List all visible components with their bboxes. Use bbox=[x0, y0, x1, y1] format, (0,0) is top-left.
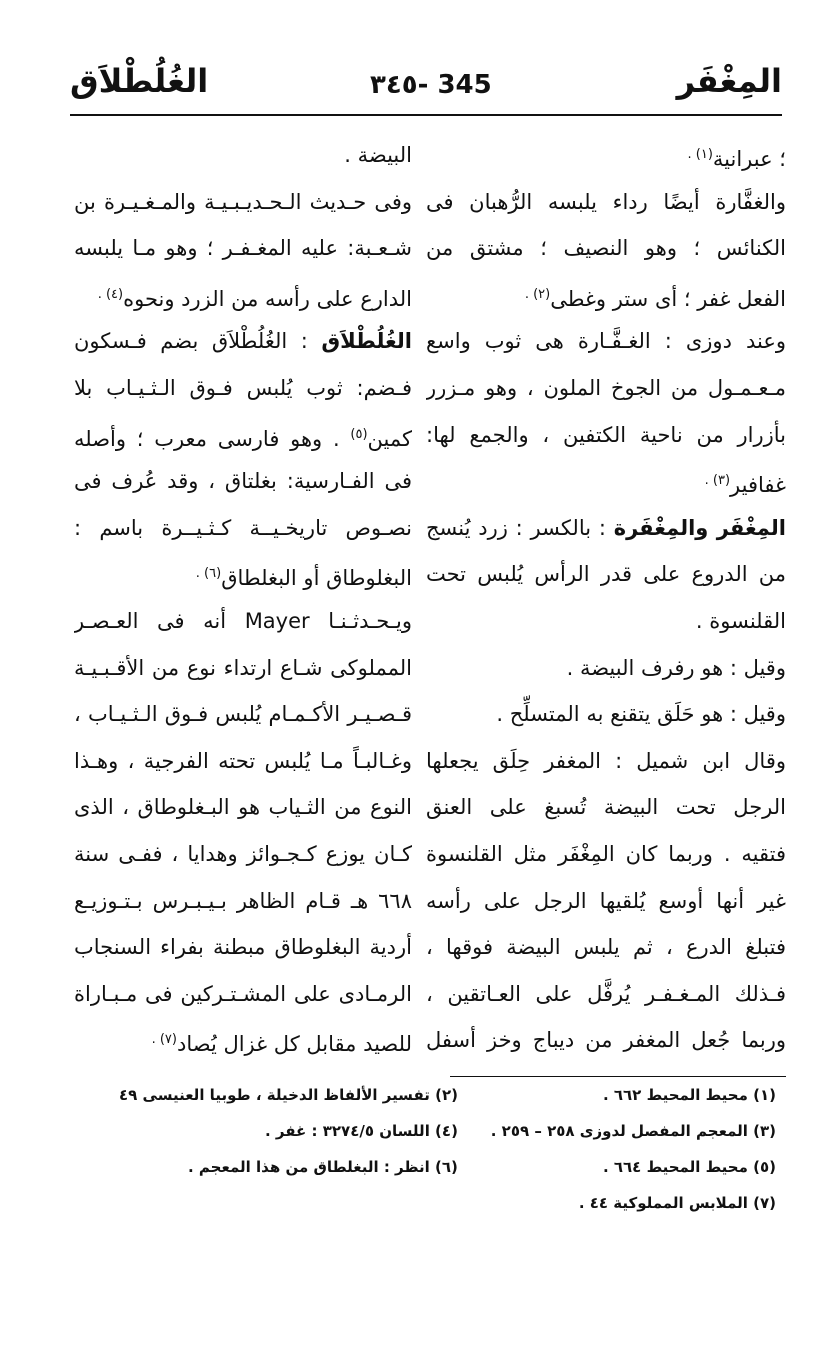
text-line: فى الفـارسية: بغلتاق ، وقد عُرف فى bbox=[74, 469, 412, 494]
header-rule bbox=[70, 114, 782, 116]
left-column bbox=[74, 132, 412, 1064]
entry-headword-line: المِغْفَر والمِغْفَرة : بالكسر : زرد يُنسج bbox=[426, 515, 786, 540]
footnote-2: (٢) تفسير الألفاظ الدخيلة ، طوبيا العنيسى ٤٩ bbox=[119, 1086, 458, 1104]
footnote-7: (٧) الملابس المملوكية ٤٤ . bbox=[578, 1194, 776, 1212]
text-line: غفافير$^{(٣) .}$ bbox=[704, 473, 786, 498]
text-line: ٦٦٨ هـ قـام الظاهر بـيـبـرس بـتـوزيـع bbox=[74, 888, 412, 913]
header-entry-word-left: الغُلُطْلاَق bbox=[70, 62, 209, 100]
text-line: كـان يوزع كـجـوائز وهدايا ، ففـى سنة bbox=[74, 841, 412, 866]
text-line: الفعل غفر ؛ أى ستر وغطى$^{(٢) .}$ bbox=[524, 286, 786, 311]
right-column bbox=[426, 132, 786, 1064]
text-line: كمين$^{(٥)}$ . وهو فارسى معرب ؛ وأصله bbox=[74, 426, 412, 451]
text-line: غير أنها أوسع يُلقيها الرجل على رأسه bbox=[426, 888, 786, 913]
text-line: وغـالبـاً مـا يُلبس تحته الفرجية ، وهـذا bbox=[74, 748, 412, 773]
text-line: فتبلغ الدرع ، ثم يلبس البيضة فوقها ، bbox=[426, 935, 786, 960]
text-line: الرمـادى على المشـتـركين فى مـبـاراة bbox=[74, 981, 412, 1006]
header-entry-word-right: المِغْفَر bbox=[676, 62, 782, 100]
text-line: البغلوطاق أو البغلطاق$^{(٦) .}$ bbox=[195, 566, 412, 591]
text-line: وقال ابن شميل : المغفر حِلَق يجعلها bbox=[426, 748, 786, 773]
text-line: وفى حـديث الـحـديـبـيـة والمـغـيـرة بن bbox=[74, 189, 412, 214]
text-line: البيضة . bbox=[344, 143, 412, 167]
text-line: وربما جُعل المغفر من ديباج وخز أسفل bbox=[426, 1028, 786, 1053]
footnote-6: (٦) انظر : البغلطاق من هذا المعجم . bbox=[188, 1158, 458, 1176]
entry-headword-line: الغُلُطْلاَق : الغُلُطْلاَق بضم فـسكون bbox=[74, 329, 412, 354]
text-line: ويـحـدثـنـا Mayer أنه فى العـصـر bbox=[74, 608, 412, 633]
text-line: قـصـيـر الأكـمـام يُلبس فـوق الـثـيـاب ، bbox=[74, 702, 412, 727]
text-line: المملوكى شـاع ارتداء نوع من الأقـبـيـة bbox=[74, 655, 412, 680]
page-number: 345 -٣٤٥ bbox=[370, 70, 492, 100]
footnote-1: (١) محيط المحيط ٦٦٢ . bbox=[602, 1086, 776, 1104]
text-line: بأزرار من ناحية الكتفين ، والجمع لها: bbox=[426, 422, 786, 447]
entry-headword: الغُلُطْلاَق bbox=[321, 329, 412, 354]
footnote-4: (٤) اللسان ٣٢٧٤/٥ : غفر . bbox=[265, 1122, 458, 1140]
text-line: للصيد مقابل كل غزال يُصاد$^{(٧) .}$ bbox=[151, 1032, 412, 1057]
text-line: من الدروع على قدر الرأس يُلبس تحت bbox=[426, 562, 786, 587]
footnote-rule bbox=[450, 1076, 786, 1077]
text-line: نصـوص تاريخـيــة كـثـيــرة باسم : bbox=[74, 515, 412, 540]
text-line: الرجل تحت البيضة تُسبغ على العنق bbox=[426, 795, 786, 820]
text-line: الدارع على رأسه من الزرد ونحوه$^{(٤) .}$ bbox=[97, 286, 412, 311]
text-line: شـعـبة: عليه المغـفـر ؛ وهو مـا يلبسه bbox=[74, 236, 412, 261]
text-line: وقيل : هو حَلَق يتقنع به المتسلِّح . bbox=[496, 702, 786, 727]
text-line: الكنائس ؛ وهو النصيف ؛ مشتق من bbox=[426, 236, 786, 261]
footnote-5: (٥) محيط المحيط ٦٦٤ . bbox=[602, 1158, 776, 1176]
page-header bbox=[70, 52, 782, 112]
text-line: أردية البغلوطاق مبطنة بفراء السنجاب bbox=[74, 935, 412, 960]
text-line: ؛ عبرانية$^{(١) .}$ bbox=[687, 147, 786, 171]
text-line: والغفَّارة أيضًا رداء يلبسه الرُّهبان فى bbox=[426, 189, 786, 214]
text-line: مـعـمـول من الجوخ الملون ، وهو مـزرر bbox=[426, 375, 786, 400]
text-line: وعند دوزى : الغـفَّـارة هى ثوب واسع bbox=[426, 329, 786, 354]
text-line: فـذلك المـغـفـر يُرفَّل على العـاتقين ، bbox=[426, 981, 786, 1006]
entry-headword: المِغْفَر والمِغْفَرة bbox=[613, 515, 786, 540]
text-line: فـضم: ثوب يُلبس فـوق الـثـيـاب بلا bbox=[74, 375, 412, 400]
text-line: القلنسوة . bbox=[695, 608, 786, 633]
text-line: وقيل : هو رفرف البيضة . bbox=[566, 655, 786, 680]
footnote-3: (٣) المعجم المفصل لدوزى ٢٥٨ – ٢٥٩ . bbox=[490, 1122, 776, 1140]
text-line: فتقيه . وربما كان المِغْفَر مثل القلنسوة bbox=[426, 841, 786, 866]
text-line: النوع من الثـياب هو البـغلوطاق ، الذى bbox=[74, 795, 412, 820]
